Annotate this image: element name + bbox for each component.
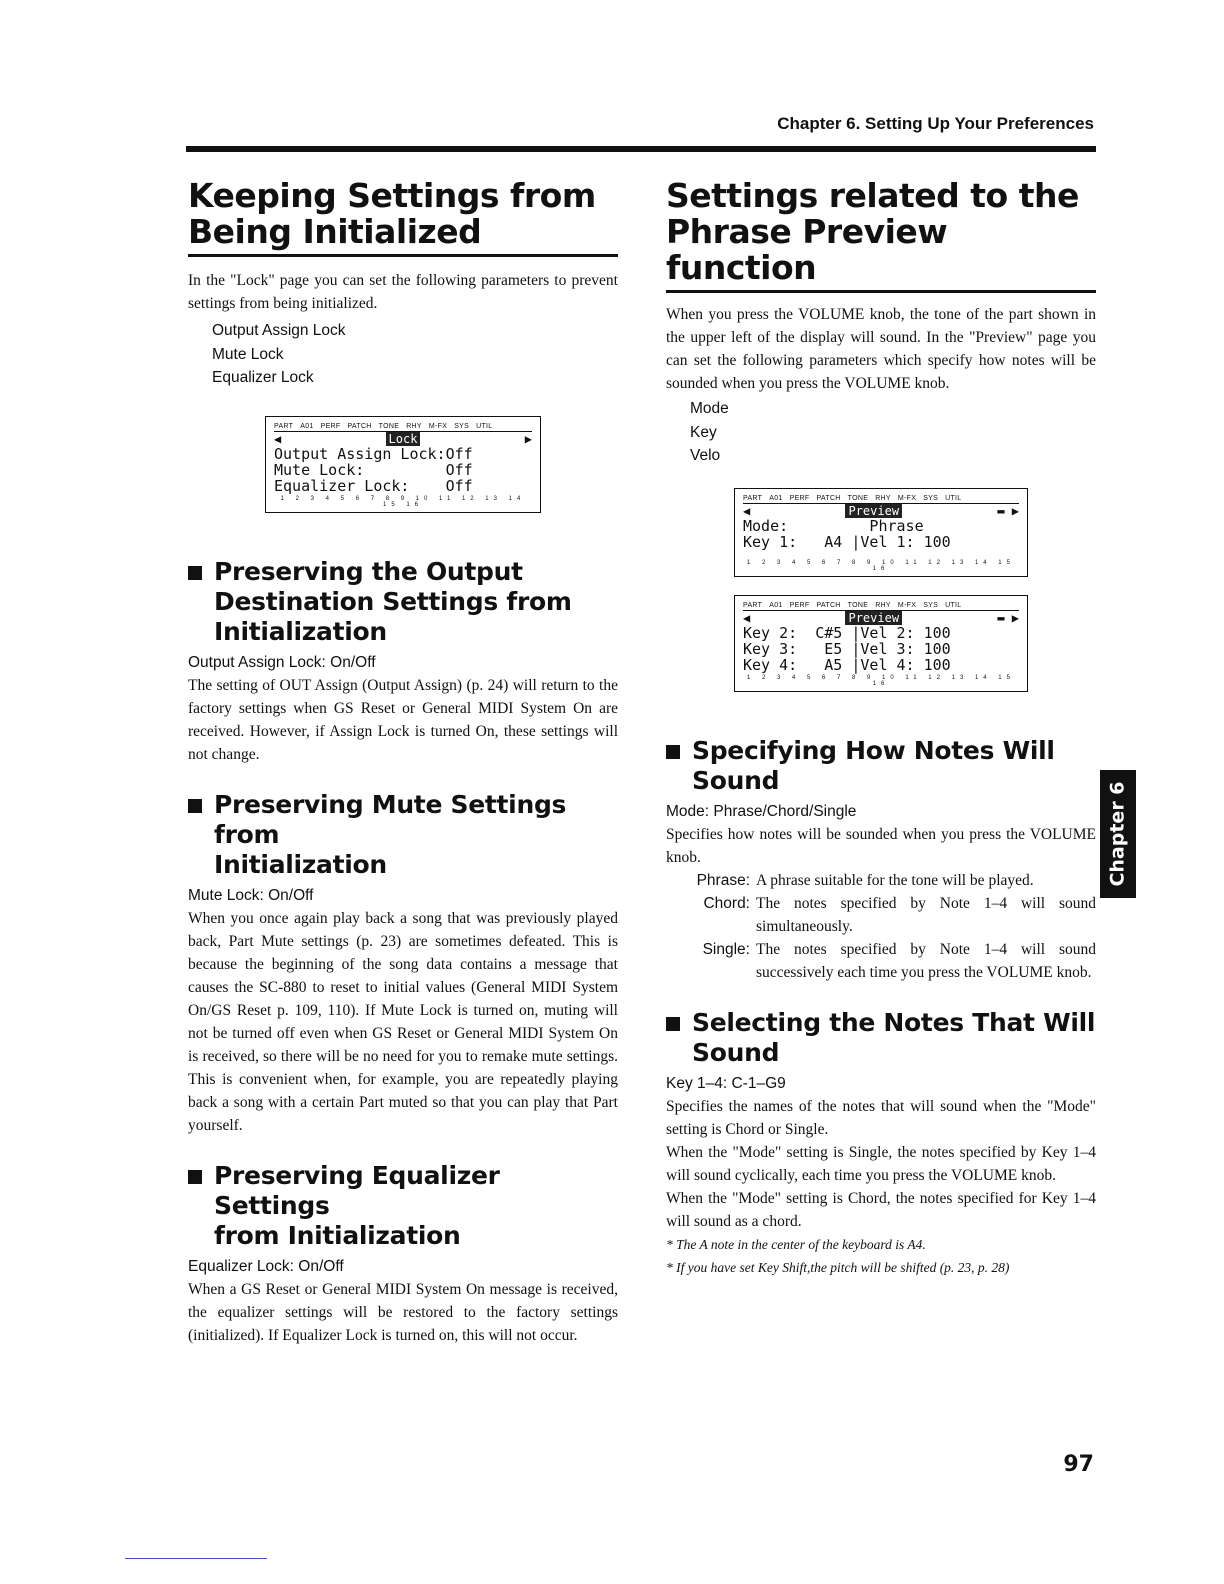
definition-desc: The notes specified by Note 1–4 will sound successively each time you press the VOLUME knob. xyxy=(756,940,1096,981)
lcd-line: Key 3: E5 |Vel 3: 100 xyxy=(743,639,951,658)
left-arrow-icon: ◀ xyxy=(743,503,751,518)
right-title xyxy=(666,178,1096,293)
right-intro: When you press the VOLUME knob, the tone of the part shown in the upper left of the display will sound. In the "Preview" page you can set the following parameters which specify how notes will be sounded when you press the VOLUME knob. xyxy=(666,306,1096,392)
lcd-tab: Preview xyxy=(845,504,902,518)
lcd-label: SYS xyxy=(454,422,470,430)
left-column xyxy=(188,178,618,1347)
left-intro: In the "Lock" page you can set the following parameters to prevent settings from being initialized. xyxy=(188,272,618,312)
right-sec1-body: Specifies how notes will be sounded when you press the VOLUME knob. xyxy=(666,825,1096,866)
left-title xyxy=(188,178,618,257)
title-line: Selecting the Notes That Will xyxy=(692,1007,1096,1037)
lcd-line: Key 1: A4 |Vel 1: 100 xyxy=(743,532,951,551)
preview-items xyxy=(666,397,1096,468)
page-indicator-icon: ▬ ▶ xyxy=(997,610,1019,625)
lcd-top-labels xyxy=(274,423,532,432)
right-sec2-body3: When the "Mode" setting is Chord, the notes specified for Key 1–4 will sound as a chord. xyxy=(666,1189,1096,1230)
page-indicator-icon: ▬ ▶ xyxy=(997,503,1019,518)
lcd-tab-row xyxy=(743,611,1019,625)
left-title-line1: Keeping Settings from xyxy=(188,176,596,215)
lcd-label: PERF xyxy=(320,422,341,430)
lcd-line: Mute Lock: Off xyxy=(274,460,473,479)
bullet-square-icon xyxy=(188,1170,202,1184)
lock-item: Output Assign Lock xyxy=(212,322,346,339)
lcd-label: M-FX xyxy=(428,422,448,430)
left-sec2-param: Mute Lock: On/Off xyxy=(188,886,314,904)
bullet-square-icon xyxy=(188,799,202,813)
lcd-label: UTIL xyxy=(476,422,493,430)
lcd-label: SYS xyxy=(923,601,939,609)
left-title-line2: Being Initialized xyxy=(188,212,482,251)
title-line: from Initialization xyxy=(214,1220,461,1250)
lcd-label: PART xyxy=(274,422,294,430)
mode-definition xyxy=(666,869,1096,892)
lock-item: Equalizer Lock xyxy=(212,369,314,386)
title-line: Sound xyxy=(692,765,780,795)
lcd-tab: Preview xyxy=(845,611,902,625)
bullet-square-icon xyxy=(666,1017,680,1031)
bullet-square-icon xyxy=(188,566,202,580)
lcd-label: SYS xyxy=(923,494,939,502)
lcd-label: M-FX xyxy=(897,494,917,502)
left-arrow-icon: ◀ xyxy=(274,431,282,446)
lcd-label: PATCH xyxy=(816,601,841,609)
right-sec2-body1: Specifies the names of the notes that will sound when the "Mode" setting is Chord or Single. xyxy=(666,1097,1096,1138)
title-line: Preserving Mute Settings from xyxy=(214,789,567,849)
lock-lcd xyxy=(265,416,541,513)
title-line: Sound xyxy=(692,1037,780,1067)
left-sec3-title xyxy=(188,1161,618,1251)
lcd-line: Key 2: C#5 |Vel 2: 100 xyxy=(743,623,951,642)
definition-term: Chord: xyxy=(703,894,750,912)
preview-lcd-1 xyxy=(734,488,1028,577)
preview-item: Key xyxy=(690,423,717,441)
left-arrow-icon: ◀ xyxy=(743,610,751,625)
title-line: Initialization xyxy=(214,616,387,646)
lcd-part-numbers: 1 2 3 4 5 6 7 8 9 10 11 12 13 14 15 16 xyxy=(747,559,1015,572)
lcd-label: TONE xyxy=(847,494,869,502)
lcd-top-labels xyxy=(743,602,1019,611)
lcd-label: UTIL xyxy=(945,494,962,502)
bullet-square-icon xyxy=(666,745,680,759)
right-sec2-body2: When the "Mode" setting is Single, the notes specified by Key 1–4 will sound cyclically, each time you press the VOLUME knob. xyxy=(666,1143,1096,1184)
lcd-part-numbers: 1 2 3 4 5 6 7 8 9 10 11 12 13 14 15 16 xyxy=(280,495,526,508)
title-line: Initialization xyxy=(214,849,387,879)
note: * If you have set Key Shift,the pitch will be shifted (p. 23, p. 28) xyxy=(666,1259,1010,1275)
lcd-line: Key 4: A5 |Vel 4: 100 xyxy=(743,655,951,674)
right-title-line1: Settings related to the xyxy=(666,176,1079,215)
chapter-side-tab xyxy=(1100,770,1136,898)
definition-desc: The notes specified by Note 1–4 will sound simultaneously. xyxy=(756,894,1096,935)
right-sec2-param: Key 1–4: C-1–G9 xyxy=(666,1074,786,1092)
lcd-tab-row xyxy=(274,432,532,446)
lcd-part-numbers: 1 2 3 4 5 6 7 8 9 10 11 12 13 14 15 16 xyxy=(747,674,1015,687)
lcd-label: PATCH xyxy=(347,422,372,430)
right-column xyxy=(666,178,1096,1279)
lcd-line: Equalizer Lock: Off xyxy=(274,476,473,495)
title-line: Destination Settings from xyxy=(214,586,572,616)
top-rule xyxy=(186,146,1096,152)
lcd-label: PART xyxy=(743,494,763,502)
lcd-label: PART xyxy=(743,601,763,609)
lcd-label: RHY xyxy=(875,494,891,502)
mode-definitions xyxy=(666,869,1096,984)
lcd-label: PERF xyxy=(789,601,810,609)
definition-desc: A phrase suitable for the tone will be played. xyxy=(756,871,1034,889)
lcd-label: TONE xyxy=(378,422,400,430)
lcd-label: RHY xyxy=(875,601,891,609)
lcd-label: M-FX xyxy=(897,601,917,609)
note: * The A note in the center of the keyboard is A4. xyxy=(666,1236,926,1252)
lcd-label: A01 xyxy=(300,422,314,430)
lcd-tab-row xyxy=(743,504,1019,518)
left-sec1-body: The setting of OUT Assign (Output Assign) (p. 24) will return to the factory settings when GS Reset or General MIDI System On are received. However, if Assign Lock is turned On, these settings will not change. xyxy=(188,676,618,763)
chapter-header: Chapter 6. Setting Up Your Preferences xyxy=(777,114,1094,133)
left-sec3-param: Equalizer Lock: On/Off xyxy=(188,1257,344,1275)
right-sec2-title xyxy=(666,1008,1096,1068)
lcd-line: Mode: Phrase xyxy=(743,516,924,535)
preview-lcd-2 xyxy=(734,595,1028,692)
mode-definition xyxy=(666,938,1096,984)
page-number: 97 xyxy=(1063,1452,1094,1477)
lcd-label: PERF xyxy=(789,494,810,502)
chapter-side-tab-label: Chapter 6 xyxy=(1107,781,1130,887)
lcd-label: RHY xyxy=(406,422,422,430)
title-line: Preserving Equalizer Settings xyxy=(214,1160,500,1220)
lcd-tab: Lock xyxy=(386,432,421,446)
lcd-top-labels xyxy=(743,495,1019,504)
left-sec2-title xyxy=(188,790,618,880)
left-sec2-body: When you once again play back a song that was previously played back, Part Mute settings (p. 23) are sometimes defeated. This is because the beginning of the song data contains a message that causes the SC-880 to reset to initial values (General MIDI System On/GS Reset p. 109, 110). If Mute Lock is turned on, muting will not be turned off even when GS Reset or General MIDI System On is received, so there will be no need for you to remake mute settings. This is convenient when, for example, you are repeatedly playing back a song with a certain Part muted so that you can play that Part yourself. xyxy=(188,909,618,1134)
mode-definition xyxy=(666,892,1096,938)
left-sec3-body: When a GS Reset or General MIDI System On message is received, the equalizer settings will be restored to the factory settings (initialized). If Equalizer Lock is turned on, this will not occur. xyxy=(188,1280,618,1344)
right-arrow-icon: ▶ xyxy=(524,431,532,446)
lcd-label: PATCH xyxy=(816,494,841,502)
lcd-line: Output Assign Lock:Off xyxy=(274,444,473,463)
lcd-label: UTIL xyxy=(945,601,962,609)
lock-item: Mute Lock xyxy=(212,345,284,363)
preview-item: Velo xyxy=(690,447,721,464)
left-sec1-title xyxy=(188,557,618,647)
definition-term: Single: xyxy=(702,940,750,958)
preview-item: Mode xyxy=(690,400,729,417)
lcd-label: A01 xyxy=(769,601,783,609)
bottom-line xyxy=(125,1558,267,1559)
lcd-label: A01 xyxy=(769,494,783,502)
right-sec1-param: Mode: Phrase/Chord/Single xyxy=(666,802,857,820)
definition-term: Phrase: xyxy=(696,871,750,889)
right-title-line2: Phrase Preview function xyxy=(666,212,948,287)
right-sec1-title xyxy=(666,736,1096,796)
lock-items xyxy=(188,319,618,390)
left-sec1-param: Output Assign Lock: On/Off xyxy=(188,653,376,671)
title-line: Preserving the Output xyxy=(214,556,523,586)
title-line: Specifying How Notes Will xyxy=(692,735,1055,765)
lcd-label: TONE xyxy=(847,601,869,609)
